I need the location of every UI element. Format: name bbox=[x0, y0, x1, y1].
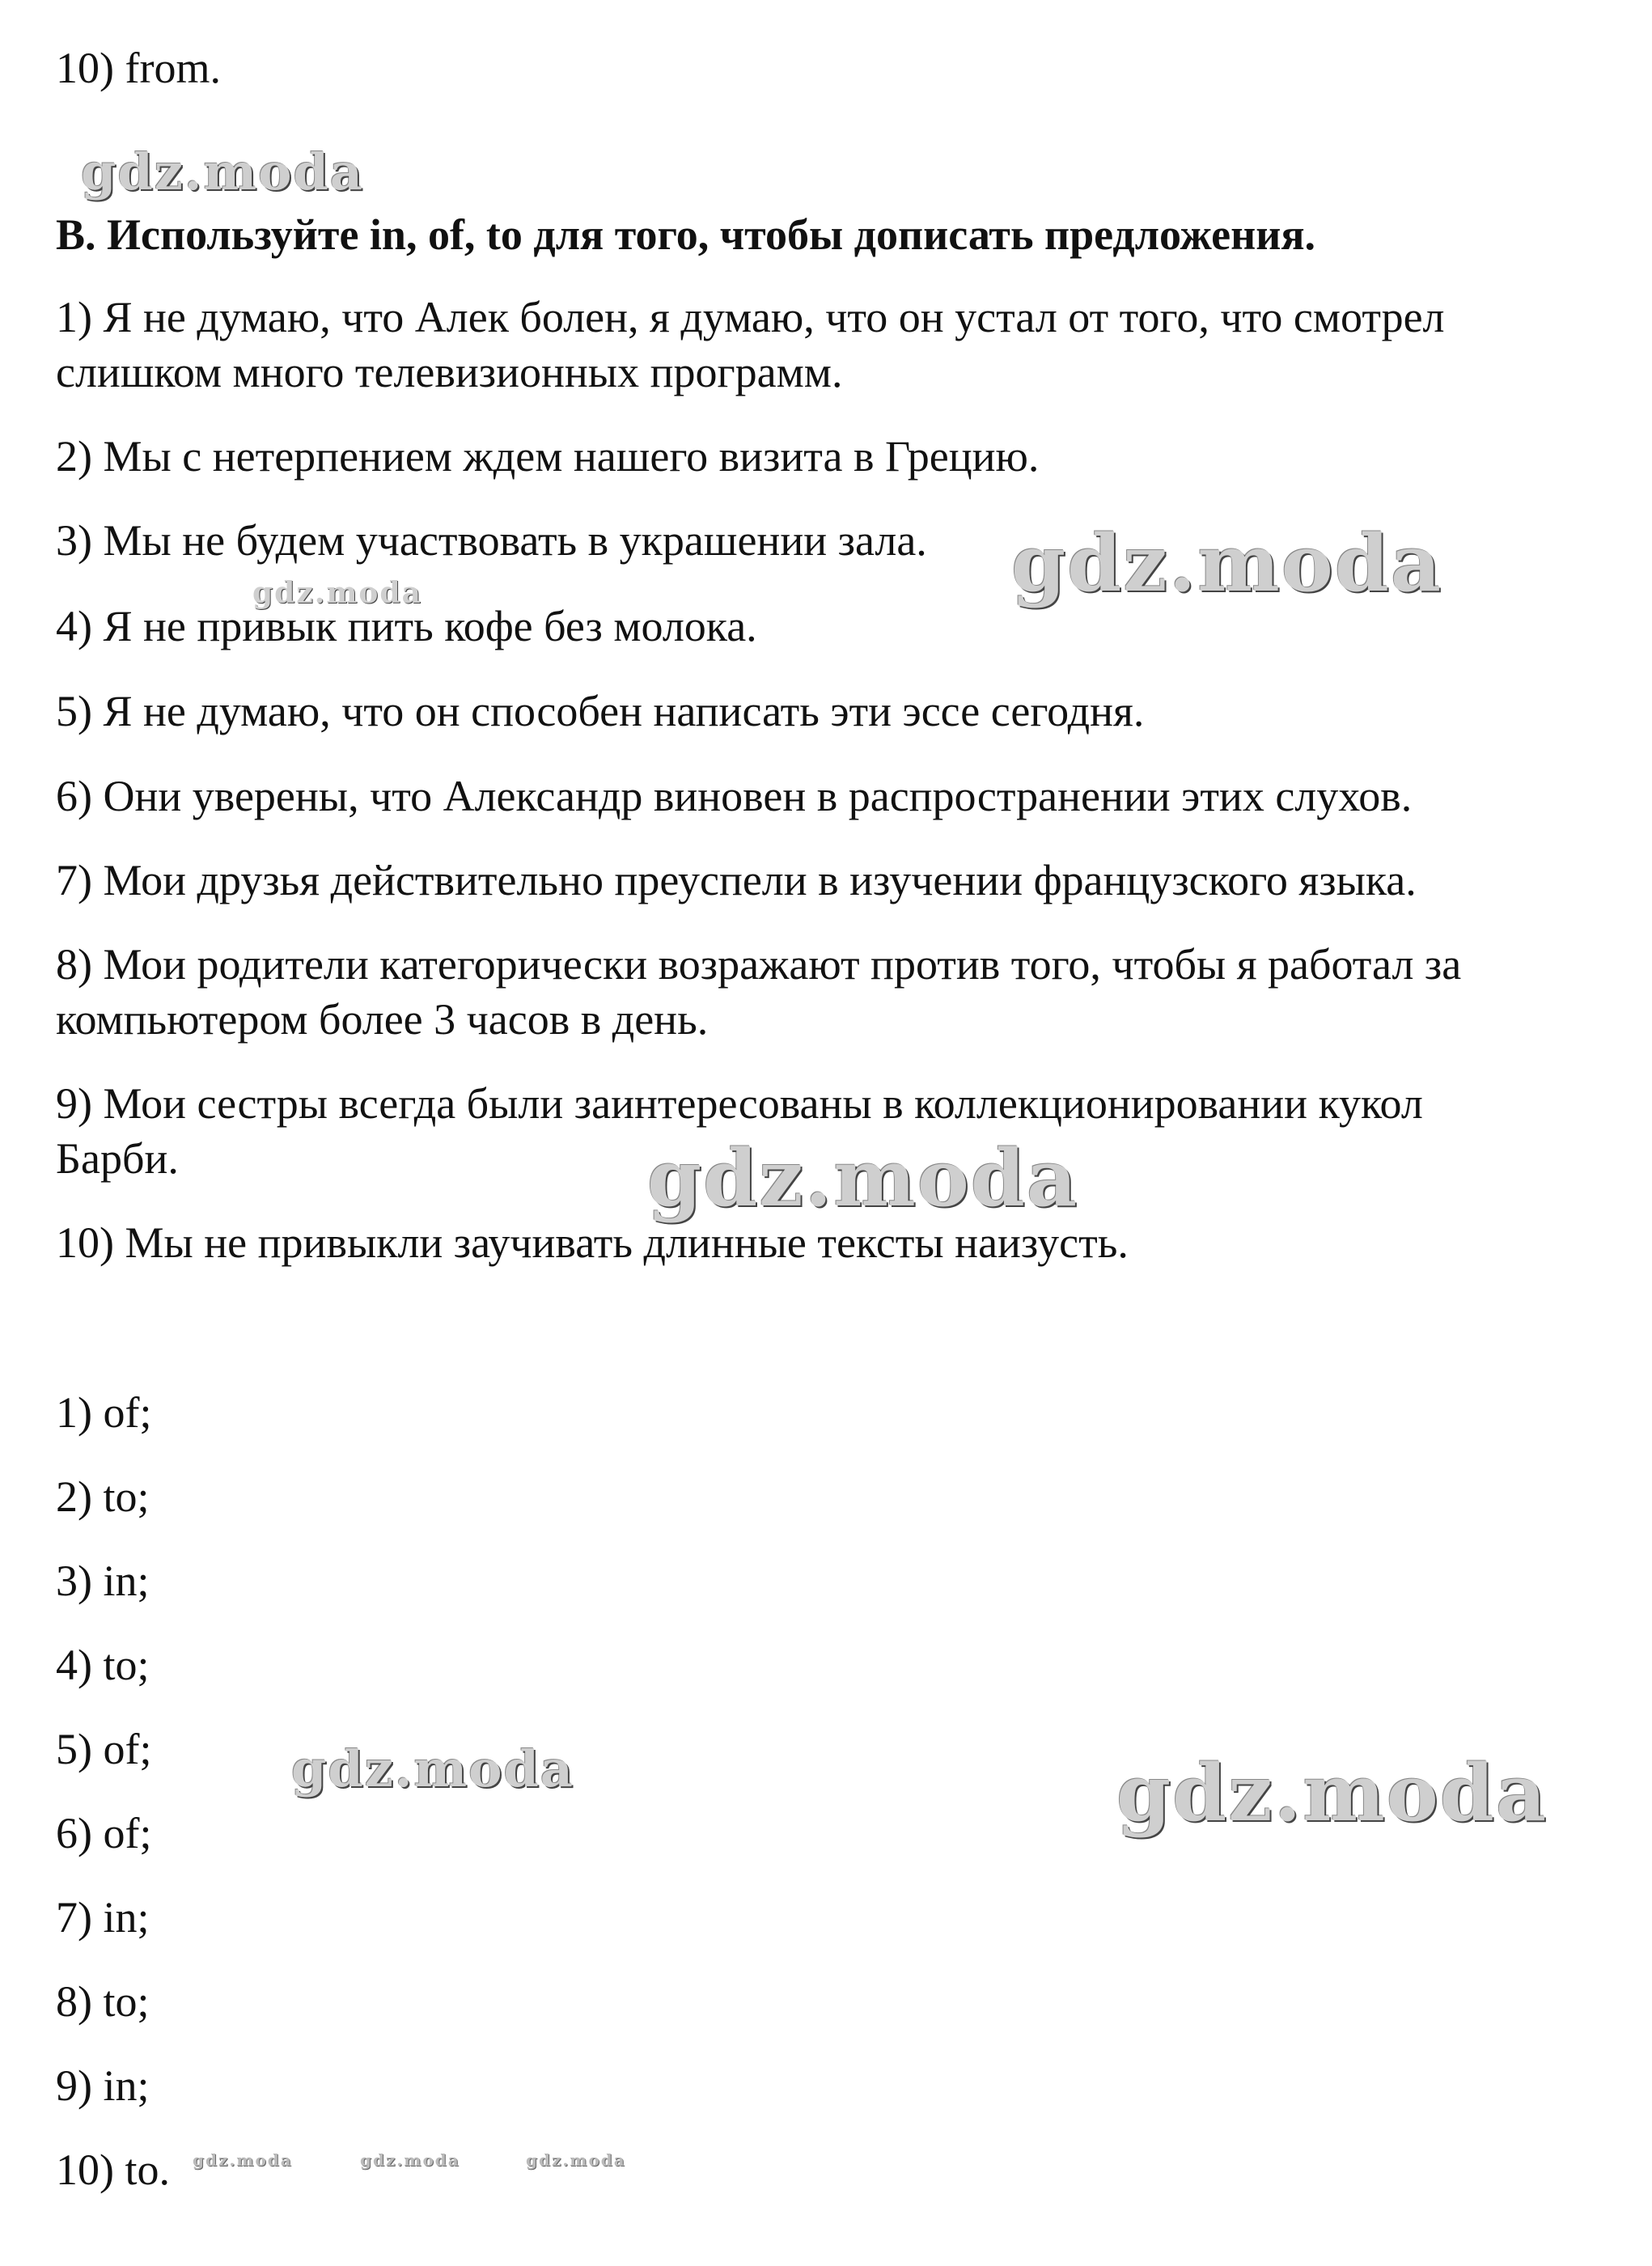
sentence-9-line-1: 9) Мои сестры всегда были заинтересованы в коллекционировании кукол bbox=[56, 1079, 1423, 1128]
sentence-3: 3) Мы не будем участвовать в украшении зала. bbox=[56, 516, 927, 565]
watermark-logo: gdz.moda bbox=[1116, 1747, 1548, 1839]
answer-4: 4) to; bbox=[56, 1641, 150, 1689]
answer-9: 9) in; bbox=[56, 2061, 150, 2110]
watermark-logo: gdz.moda bbox=[526, 2150, 626, 2170]
sentence-10: 10) Мы не привыкли заучивать длинные тексты наизусть. bbox=[56, 1218, 1129, 1267]
watermark-logo: gdz.moda bbox=[291, 1739, 574, 1798]
answer-5: 5) of; bbox=[56, 1725, 152, 1773]
exercise-heading: B. Используйте in, of, to для того, чтобы дописать предложения. bbox=[56, 210, 1316, 259]
sentence-1-line-1: 1) Я не думаю, что Алек болен, я думаю, что он устал от того, что смотрел bbox=[56, 293, 1445, 341]
watermark-logo: gdz.moda bbox=[1011, 518, 1443, 609]
watermark-logo: gdz.moda bbox=[252, 576, 422, 610]
answer-6: 6) of; bbox=[56, 1809, 152, 1857]
answer-10: 10) to. bbox=[56, 2145, 170, 2194]
sentence-7: 7) Мои друзья действительно преуспели в изучении французского языка. bbox=[56, 856, 1417, 904]
answer-8: 8) to; bbox=[56, 1977, 150, 2026]
sentence-9-line-2: Барби. bbox=[56, 1134, 179, 1183]
sentence-5: 5) Я не думаю, что он способен написать эти эссе сегодня. bbox=[56, 687, 1145, 735]
sentence-4: 4) Я не привык пить кофе без молока. bbox=[56, 602, 757, 650]
sentence-8-line-2: компьютером более 3 часов в день. bbox=[56, 995, 709, 1044]
answer-2: 2) to; bbox=[56, 1472, 150, 1521]
watermark-logo: gdz.moda bbox=[193, 2150, 293, 2170]
sentence-2: 2) Мы с нетерпением ждем нашего визита в Грецию. bbox=[56, 432, 1040, 481]
previous-answer: 10) from. bbox=[56, 44, 221, 92]
watermark-logo: gdz.moda bbox=[81, 142, 364, 201]
watermark-logo: gdz.moda bbox=[647, 1133, 1079, 1224]
sentence-1-line-2: слишком много телевизионных программ. bbox=[56, 348, 843, 396]
sentence-6: 6) Они уверены, что Александр виновен в распространении этих слухов. bbox=[56, 772, 1413, 820]
sentence-8-line-1: 8) Мои родители категорически возражают против того, чтобы я работал за bbox=[56, 940, 1462, 989]
watermark-logo: gdz.moda bbox=[360, 2150, 460, 2170]
answer-7: 7) in; bbox=[56, 1893, 150, 1942]
answer-1: 1) of; bbox=[56, 1388, 152, 1437]
answer-3: 3) in; bbox=[56, 1557, 150, 1605]
